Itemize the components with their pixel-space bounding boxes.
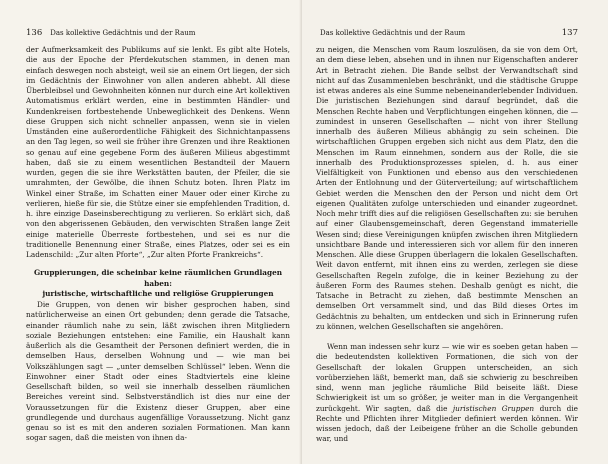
running-head: Das kollektive Gedächtnis und der Raum	[320, 29, 466, 37]
right-page	[302, 0, 608, 464]
right-page-header	[316, 29, 578, 38]
section-heading-line-2: juristische, wirtschaftliche und religiöse Gruppierungen	[42, 288, 274, 298]
emphasized-term: juristischen Gruppen	[452, 403, 535, 413]
left-page-body	[26, 45, 290, 444]
right-page-body	[316, 45, 578, 445]
running-head: Das kollektive Gedächtnis und der Raum	[50, 29, 196, 37]
page-number: 137	[561, 28, 578, 38]
page-number: 136	[26, 28, 43, 38]
section-heading	[26, 268, 290, 299]
paragraph-text: Wenn man indessen sehr kurz — wie wir es soeben getan haben — die bedeutendsten kollektiven Formationen, die sich von der Gesellschaft der lokalen Gruppen unterscheiden, an sich vorüberziehen läßt, bemerkt man, daß sie schwierig zu beschreiben sind, wenn man jegliche räumliche Bild beiseite läßt. Diese Schwierigkeit ist um so größer, je weiter man in die Vergangenheit zurückgeht. Wir sagten, daß die	[316, 342, 578, 413]
left-page-header	[26, 29, 290, 38]
paragraph: der Aufmerksamkeit des Publikums auf sie lenkt. Es gibt alte Hotels, die aus der Epoche der Pferdekutschen stammen, in denen man einfach deswegen noch absteigt, weil sie an einem Ort liegen, der sich im Gedächtnis der Einwohner von allen anderen abhebt. All diese Überbleibsel und Gewohnheiten können nur durch eine Art kollektiven Automatismus erklärt werden, eine in bestimmten Händler- und Kundenkreisen fortbestehende Unbeweglichkeit des Denkens. Wenn diese Gruppen sich nicht schneller anpassen, wenn sie in vielen Umständen eine außerordentliche Fähigkeit des Sichnichtanpassens an den Tag legen, so weil sie früher ihre Grenzen und ihre Reaktionen so genau auf eine gegebene Form des äußeren Milieus abgestimmt haben, daß sie zu einem wesentlichen Bestandteil der Mauern wurden, gegen die sie ihre Werkstätten bauten, der Pfeiler, die sie umrahmten, der Gewölbe, die ihnen Schutz boten. Ihren Platz im Winkel einer Straße, im Schatten einer Mauer oder einer Kirche zu verlieren, hieße für sie, die Stütze einer sie empfehlenden Tradition, d. h. ihre einzige Daseinsberechtigung zu verlieren. So erklärt sich, daß von den abgerissenen Gebäuden, den verwischten Straßen lange Zeit einige materielle Überreste fortbestehen, und sei es nur die traditionelle Benennung einer Straße, eines Platzes, oder sei es ein Ladenschild: „Zur alten Pforte“, „Zur alten Pforte Frankreichs“.	[26, 45, 290, 259]
paragraph: zu neigen, die Menschen vom Raum loszulösen, da sie von dem Ort, an dem diese leben, absehen und in ihnen nur Eigenschaften anderer Art in Betracht ziehen. Die Bande selbst der Verwandtschaft sind nicht auf das Zusammenleben beschränkt, und die städtische Gruppe ist etwas anderes als eine Summe nebeneinanderlebender Individuen. Die juristischen Beziehungen sind darauf begründet, daß die Menschen Rechte haben und Verpflichtungen eingehen können, die — zumindest in unseren Gesellschaften — nicht von ihrer Stellung innerhalb des äußeren Milieus abhängig zu sein scheinen. Die wirtschaftlichen Gruppen ergeben sich nicht aus dem Platz, den die Menschen im Raum einnehmen, sondern aus der Rolle, die sie innerhalb des Produktionsprozesses spielen, d. h. aus einer Vielfältigkeit von Funktionen und ebenso aus den verschiedenen Arten der Entlohnung und der Güterverteilung; auf wirtschaftlichem Gebiet werden die Menschen den der Person und nicht dem Ort eigenen Qualitäten zufolge unterschieden und einander zugeordnet. Noch mehr trifft dies auf die religiösen Gesellschaften zu: sie beruhen auf einer Glaubensgemeinschaft, deren Gegenstand immaterielle Wesen sind; diese Vereinigungen knüpfen zwischen ihren Mitgliedern unsichtbare Bande und interessieren sich vor allem für den inneren Menschen. Alle diese Gruppen überlagern die lokalen Gesellschaften. Weit davon entfernt, mit ihnen eins zu werden, zerlegen sie diese Gesellschaften Regeln zufolge, die in keiner Beziehung zu der äußeren Form des Raumes stehen. Deshalb genügt es nicht, die Tatsache in Betracht zu ziehen, daß bestimmte Menschen an demselben Ort versammelt sind, und das Bild dieses Ortes im Gedächtnis zu behalten, um entdecken und sich in Erinnerung rufen zu können, welchen Gesellschaften sie angehören.	[316, 45, 578, 331]
paragraph-text: durch die Rechte und Pflichten ihrer Mitglieder definiert werden können. Wir wissen jedoch, daß der Leibeigene früher an die Scholle gebunden war, und	[316, 403, 579, 444]
paragraph: Die Gruppen, von denen wir bisher gesprochen haben, sind natürlicherweise an einen Ort gebunden; denn gerade die Tatsache, einander räumlich nahe zu sein, läßt zwischen ihren Mitgliedern soziale Beziehungen entstehen: eine Familie, ein Haushalt kann äußerlich als die Gesamtheit der Personen definiert werden, die in demselben Haus, derselben Wohnung und — wie man bei Volkszählungen sagt — „unter demselben Schlüssel“ leben. Wenn die Einwohner einer Stadt oder eines Stadtviertels eine kleine Gesellschaft bilden, so weil sie innerhalb desselben räumlichen Bereiches vereint sind. Selbstverständlich ist dies nur eine der Voraussetzungen für die Existenz dieser Gruppen, aber eine grundlegende und durchaus augenfällige Voraussetzung. Nicht ganz genau so ist es mit den anderen sozialen Formationen. Man kann sogar sagen, daß die meisten von ihnen da-	[26, 300, 290, 443]
section-heading-line-1: Gruppierungen, die scheinbar keine räumlichen Grundlagen haben:	[33, 268, 283, 288]
paragraph	[316, 342, 578, 445]
left-page	[0, 0, 302, 464]
